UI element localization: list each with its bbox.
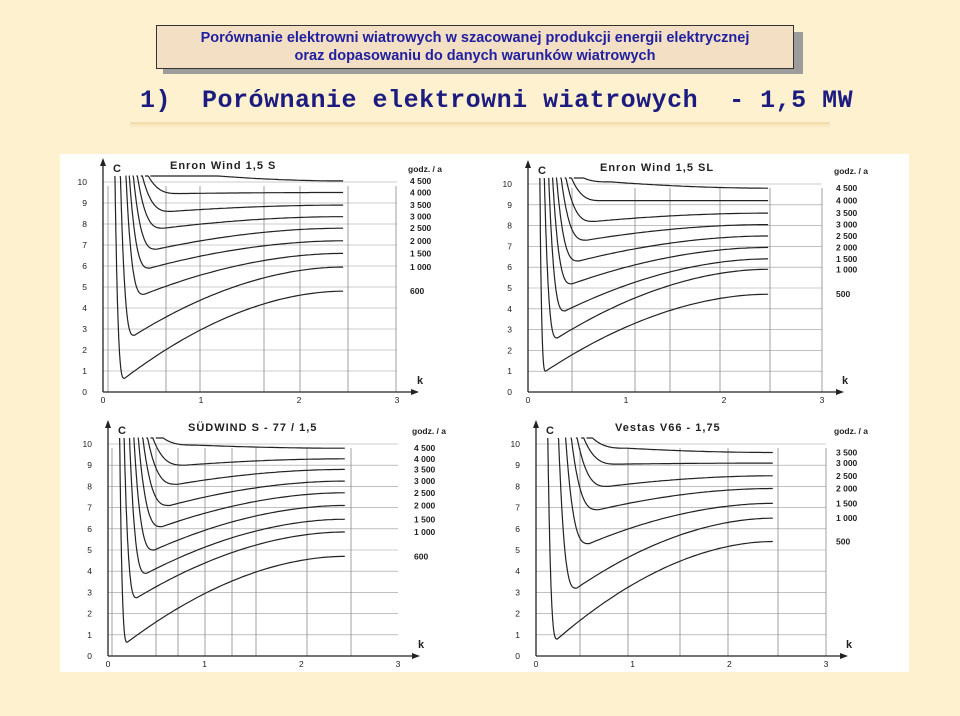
y-tick-label: 9 <box>515 460 520 471</box>
y-tick-label: 10 <box>77 177 87 187</box>
x-axis-arrow <box>836 389 844 395</box>
y-axis-arrow <box>100 158 106 166</box>
y-axis-label: C <box>113 163 121 175</box>
y-tick-label: 8 <box>507 220 512 231</box>
y-tick-label: 4 <box>515 566 520 577</box>
legend-title: godz. / a <box>412 426 446 436</box>
series-curve <box>571 438 773 510</box>
y-tick-label: 0 <box>515 651 520 661</box>
heading-text: Porównanie elektrowni wiatrowych - 1,5 MW <box>202 86 854 115</box>
x-tick-label: 1 <box>623 395 629 405</box>
y-tick-label: 0 <box>82 387 87 397</box>
y-tick-label: 2 <box>87 608 92 619</box>
series-curve <box>565 178 768 221</box>
x-axis-arrow <box>840 653 848 659</box>
series-label: 3 500 <box>836 447 858 458</box>
y-tick-label: 9 <box>82 198 87 208</box>
series-label: 1 500 <box>414 514 436 525</box>
series-label: 4 000 <box>410 187 432 198</box>
series-label: 3 000 <box>410 211 432 222</box>
x-tick-label: 2 <box>298 659 304 669</box>
series-label: 1 000 <box>836 513 858 524</box>
legend-title: godz. / a <box>834 426 868 436</box>
heading-underline <box>130 122 830 128</box>
x-tick-label: 0 <box>105 659 111 669</box>
y-tick-label: 2 <box>82 345 87 355</box>
chart-title: SÜDWIND S - 77 / 1,5 <box>188 422 318 434</box>
x-tick-label: 3 <box>823 659 829 669</box>
series-label: 3 000 <box>836 219 858 230</box>
series-label: 1 000 <box>410 262 432 273</box>
x-tick-label: 0 <box>525 395 531 405</box>
y-tick-label: 2 <box>515 608 520 619</box>
y-axis-label: C <box>118 425 126 437</box>
y-axis-arrow <box>525 160 531 168</box>
y-tick-label: 0 <box>87 651 92 661</box>
series-label: 3 000 <box>836 458 858 469</box>
series-curve <box>544 178 768 338</box>
chart-title: Enron Wind 1,5 S <box>170 160 277 172</box>
y-axis-label: C <box>546 425 554 437</box>
series-label: 3 500 <box>414 464 436 475</box>
y-tick-label: 3 <box>87 587 92 598</box>
series-label: 500 <box>836 536 851 547</box>
y-tick-label: 5 <box>82 282 87 292</box>
series-label: 4 500 <box>836 183 858 194</box>
series-label: 1 500 <box>836 498 858 509</box>
y-tick-label: 7 <box>515 502 520 513</box>
y-tick-label: 1 <box>87 629 92 640</box>
x-tick-label: 1 <box>202 659 208 669</box>
series-label: 2 500 <box>414 487 436 498</box>
chart-1 <box>78 158 443 405</box>
series-label: 4 500 <box>410 175 432 186</box>
series-curve <box>115 176 343 378</box>
series-label: 2 000 <box>836 242 858 253</box>
y-tick-label: 3 <box>82 324 87 334</box>
y-tick-label: 7 <box>82 240 87 250</box>
series-curve <box>156 438 345 448</box>
x-tick-label: 0 <box>100 395 106 405</box>
y-tick-label: 5 <box>515 545 520 555</box>
x-axis-label: k <box>842 375 849 387</box>
series-curve <box>133 176 344 249</box>
series-label: 2 000 <box>410 235 432 246</box>
x-axis-label: k <box>418 639 425 651</box>
series-curve <box>587 438 773 453</box>
x-tick-label: 2 <box>296 395 302 405</box>
x-tick-label: 3 <box>394 395 400 405</box>
series-label: 500 <box>836 289 851 300</box>
y-tick-label: 8 <box>515 481 520 492</box>
series-label: 2 500 <box>410 223 432 234</box>
chart-title: Enron Wind 1,5 SL <box>600 162 715 174</box>
x-axis-label: k <box>846 639 853 651</box>
series-curve <box>565 438 773 544</box>
x-tick-label: 2 <box>721 395 727 405</box>
y-tick-label: 4 <box>507 303 512 314</box>
series-curve <box>151 438 345 465</box>
x-tick-label: 2 <box>726 659 732 669</box>
series-curve <box>136 176 343 228</box>
series-label: 4 500 <box>414 443 436 454</box>
series-label: 2 000 <box>414 500 436 511</box>
y-tick-label: 9 <box>507 199 512 210</box>
legend-title: godz. / a <box>834 166 868 176</box>
chart-3 <box>83 420 447 669</box>
header-box <box>156 25 794 69</box>
y-tick-label: 1 <box>82 366 87 376</box>
x-tick-label: 3 <box>395 659 401 669</box>
x-tick-label: 1 <box>630 659 636 669</box>
y-tick-label: 1 <box>507 366 512 377</box>
header-line-2: oraz dopasowaniu do danych warunków wiatrowych <box>294 48 656 64</box>
series-label: 3 500 <box>836 208 858 219</box>
y-tick-label: 5 <box>87 545 92 555</box>
chart-2 <box>503 160 869 405</box>
series-curve <box>150 176 343 181</box>
section-heading <box>140 86 853 115</box>
series-label: 4 000 <box>836 195 858 206</box>
y-tick-label: 1 <box>515 629 520 640</box>
charts-svg <box>60 154 909 672</box>
x-tick-label: 0 <box>533 659 539 669</box>
header-line-1: Porównanie elektrowni wiatrowych w szacowanej produkcji energii elektrycznej <box>200 30 750 46</box>
y-tick-label: 6 <box>507 262 512 273</box>
series-curve <box>574 178 768 188</box>
y-tick-label: 7 <box>87 502 92 513</box>
series-label: 2 500 <box>836 231 858 241</box>
x-axis-arrow <box>412 653 420 659</box>
x-axis-label: k <box>417 375 424 387</box>
series-label: 600 <box>414 551 429 562</box>
y-tick-label: 2 <box>507 345 512 356</box>
y-tick-label: 3 <box>507 324 512 335</box>
y-tick-label: 5 <box>507 283 512 293</box>
y-tick-label: 4 <box>82 303 87 313</box>
y-tick-label: 9 <box>87 460 92 471</box>
y-tick-label: 6 <box>87 523 92 534</box>
series-curve <box>145 176 343 194</box>
y-tick-label: 4 <box>87 566 92 577</box>
y-axis-arrow <box>105 420 111 428</box>
x-tick-label: 1 <box>198 395 204 405</box>
series-label: 1 000 <box>414 526 436 537</box>
y-tick-label: 7 <box>507 241 512 252</box>
series-curve <box>548 438 773 639</box>
y-tick-label: 10 <box>510 439 520 449</box>
heading-number: 1) <box>140 86 172 115</box>
y-tick-label: 10 <box>502 179 512 189</box>
y-tick-label: 10 <box>82 439 92 449</box>
y-tick-label: 0 <box>507 387 512 397</box>
legend-title: godz. / a <box>408 164 442 174</box>
series-label: 600 <box>410 286 425 297</box>
x-axis-arrow <box>411 389 419 395</box>
y-tick-label: 8 <box>87 481 92 492</box>
chart-title: Vestas V66 - 1,75 <box>615 422 721 434</box>
x-tick-label: 3 <box>819 395 825 405</box>
series-curve <box>558 438 773 588</box>
series-label: 3 000 <box>414 476 436 487</box>
chart-4 <box>511 420 869 669</box>
series-label: 1 500 <box>410 248 432 259</box>
y-axis-arrow <box>533 420 539 428</box>
series-label: 3 500 <box>410 200 432 211</box>
y-tick-label: 3 <box>515 587 520 598</box>
series-label: 2 000 <box>836 483 858 494</box>
y-axis-label: C <box>538 165 546 177</box>
y-tick-label: 6 <box>82 261 87 271</box>
y-tick-label: 6 <box>515 523 520 534</box>
series-label: 1 500 <box>836 253 858 264</box>
y-tick-label: 8 <box>82 219 87 229</box>
series-label: 4 000 <box>414 453 436 464</box>
charts-panel <box>60 154 909 672</box>
series-curve <box>120 176 343 335</box>
series-label: 2 500 <box>836 470 858 481</box>
series-label: 1 000 <box>836 264 858 275</box>
